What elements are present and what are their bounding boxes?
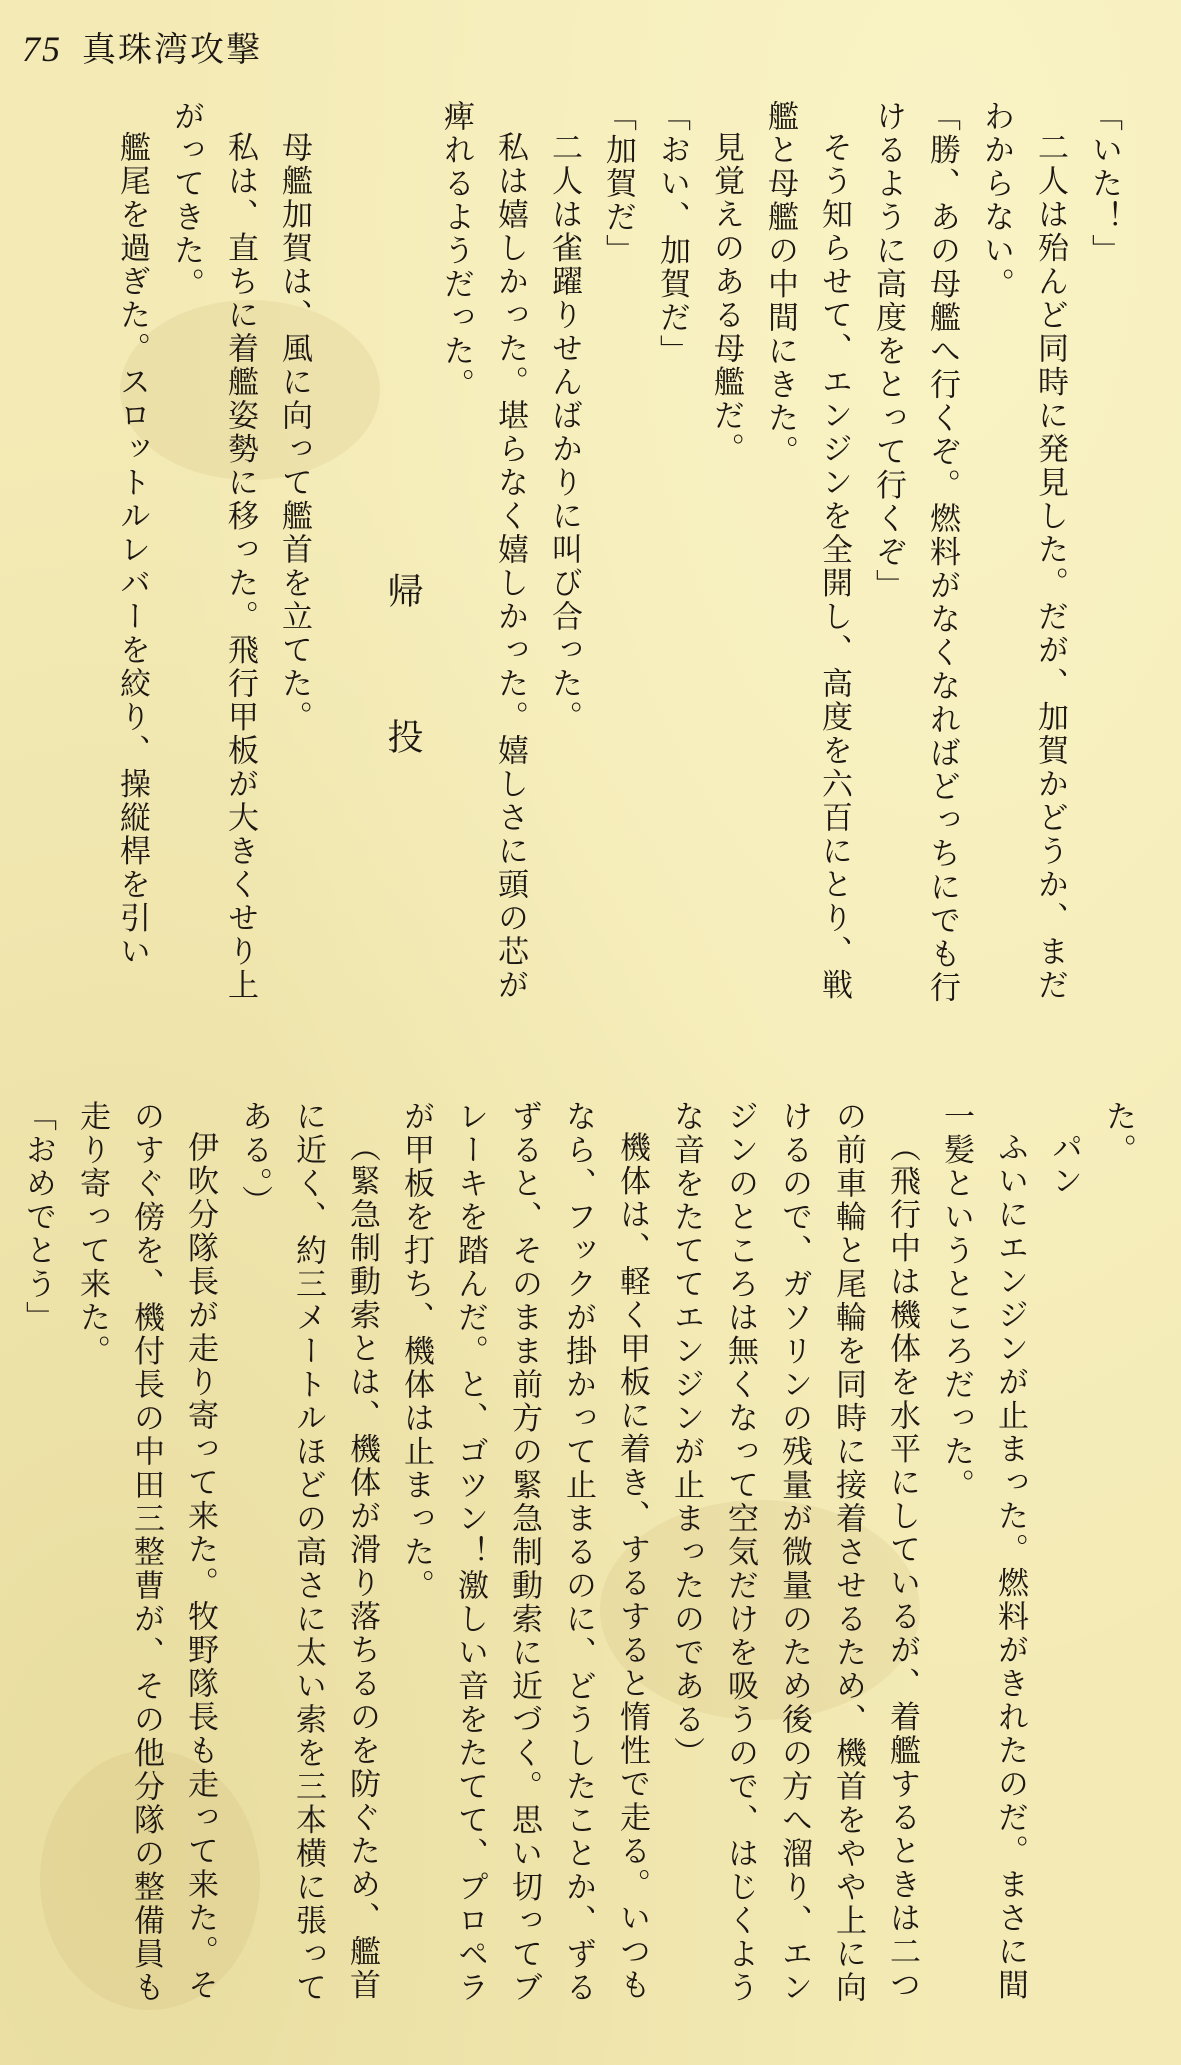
text-line: 「おめでとう」 (20, 1100, 56, 1335)
text-line: ふいにエンジンが止まった。燃料がきれたのだ。まさに間 (992, 1131, 1028, 2002)
text-line: （緊急制動索とは、機体が滑り落ちるのを防ぐため、艦首 (344, 1131, 380, 2002)
text-line: パン (1046, 1131, 1082, 1198)
text-line: 機体は、軽く甲板に着き、するすると惰性で走る。いつも (614, 1131, 650, 2002)
text-line: 母艦加賀は、風に向って艦首を立てた。 (276, 131, 312, 734)
section-heading-char: 帰 (382, 571, 423, 608)
page-number: 75 (22, 29, 62, 69)
text-line: がってきた。 (168, 100, 204, 301)
text-line: ある。） (236, 1100, 272, 1219)
text-line: 走り寄って来た。 (74, 1100, 110, 1368)
text-line: レーキを踏んだ。と、ゴツン！激しい音をたてて、プロペラ (452, 1100, 488, 2005)
text-line: 「いた！」 (1086, 100, 1122, 268)
text-line: な音をたててエンジンが止まったのである） (668, 1100, 704, 1770)
text-line: 艦と母艦の中間にきた。 (762, 100, 798, 469)
text-line: 一髪というところだった。 (938, 1100, 974, 1502)
text-line: 伊吹分隊長が走り寄って来た。牧野隊長も走って来た。そ (182, 1131, 218, 2002)
text-line: 痺れるようだった。 (438, 100, 474, 402)
text-line: 私は嬉しかった。堪らなく嬉しかった。嬉しさに頭の芯が (492, 131, 528, 1002)
text-line: た。 (1100, 1100, 1136, 1167)
text-line: けるように高度をとって行くぞ」 (870, 100, 906, 603)
text-line: わからない。 (978, 100, 1014, 301)
text-line: 艦尾を過ぎた。スロットルレバーを絞り、操縦桿を引い (114, 131, 150, 969)
text-line: なら、フックが掛かって止まるのに、どうしたことか、ずる (560, 1100, 596, 2005)
text-line: に近く、約三メートルほどの高さに太い索を三本横に張って (290, 1100, 326, 2005)
text-line: 私は、直ちに着艦姿勢に移った。飛行甲板が大きくせり上 (222, 131, 258, 1002)
section-heading-char: 投 (382, 717, 423, 754)
text-line: 二人は殆んど同時に発見した。だが、加賀かどうか、まだ (1032, 131, 1068, 1002)
text-line: 「勝、あの母艦へ行くぞ。燃料がなくなればどっちにでも行 (924, 100, 960, 1005)
text-line: けるので、ガソリンの残量が微量のため後の方へ溜り、エン (776, 1100, 812, 2005)
text-line: そう知らせて、エンジンを全開し、高度を六百にとり、戦 (816, 131, 852, 1002)
text-line: のすぐ傍を、機付長の中田三整曹が、その他分隊の整備員も (128, 1100, 164, 2005)
text-line: 見覚えのある母艦だ。 (708, 131, 744, 466)
text-line: が甲板を打ち、機体は止まった。 (398, 1100, 434, 1603)
text-line: ずると、そのまま前方の緊急制動索に近づく。思い切ってブ (506, 1100, 542, 2005)
chapter-title: 真珠湾攻撃 (82, 30, 262, 70)
lower-text-block (11, 1100, 1145, 2030)
upper-text-block (105, 100, 1131, 1110)
text-line: 「加賀だ」 (600, 100, 636, 268)
running-header (22, 22, 262, 71)
text-line: （飛行中は機体を水平にしているが、着艦するときは二つ (884, 1131, 920, 2002)
section-heading (321, 100, 429, 1110)
text-line: の前車輪と尾輪を同時に接着させるため、機首をやや上に向 (830, 1100, 866, 2005)
text-line: ジンのところは無くなって空気だけを吸うので、はじくよう (722, 1100, 758, 2005)
text-line: 二人は雀躍りせんばかりに叫び合った。 (546, 131, 582, 734)
text-line: 「おい、加賀だ」 (654, 100, 690, 368)
